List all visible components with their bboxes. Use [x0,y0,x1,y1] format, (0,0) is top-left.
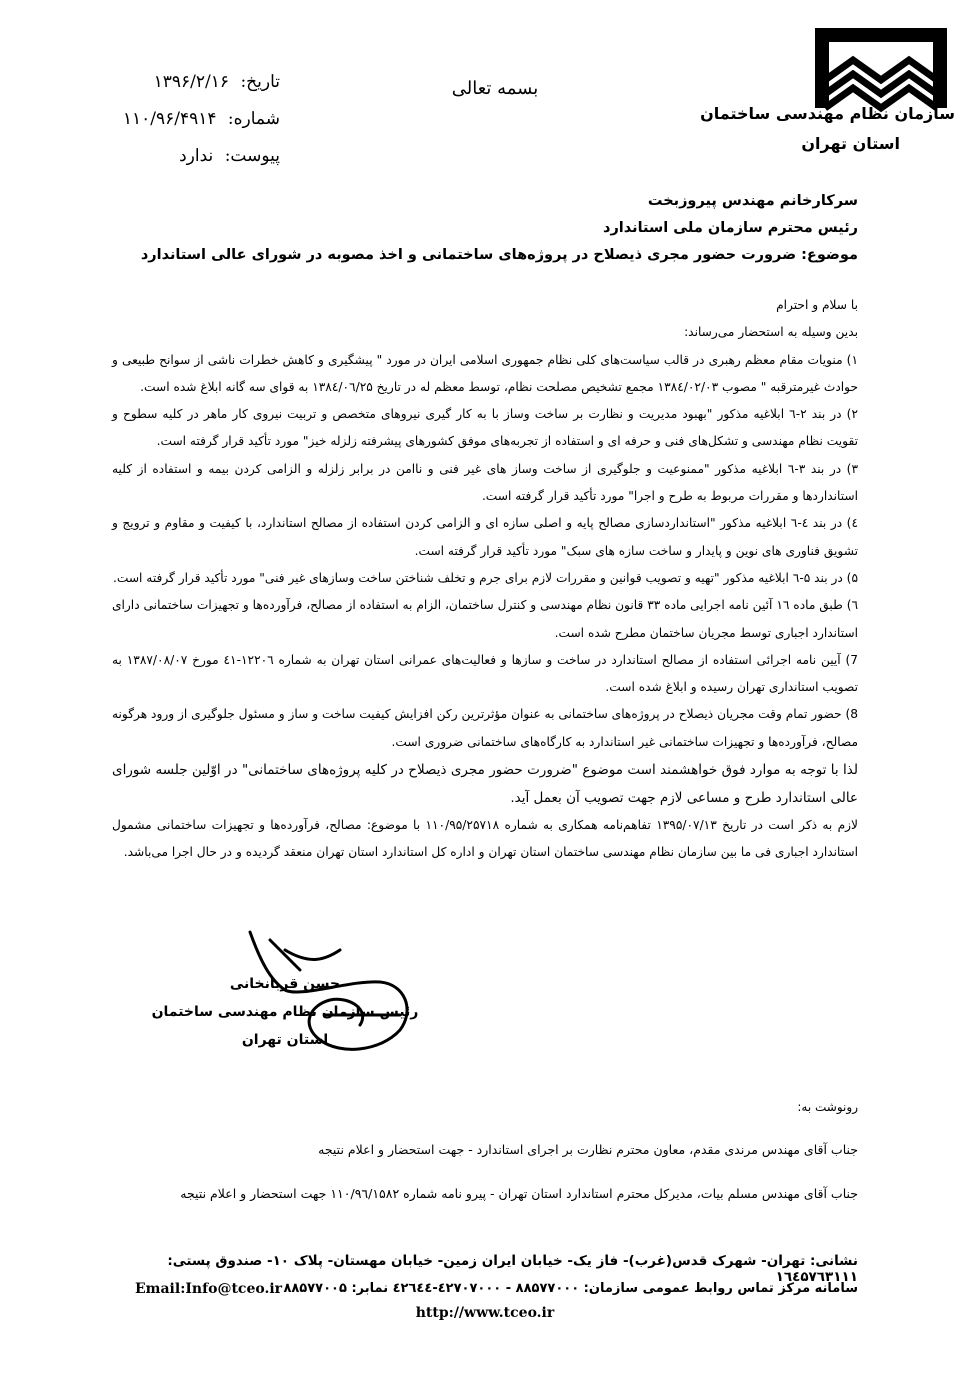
addressee-name: سرکارخانم مهندس پیروزبخت [647,193,858,209]
signer-title: رئیس سازمان نظام مهندسی ساختمان [151,1004,419,1020]
list-item: ٦) طبق ماده ۱٦ آئین نامه اجرایی ماده ۳۳ قانون نظام مهندسی و کنترل ساختمان، الزام به استفاده از مصالح، فرآورده‌ها و تجهیزات ساختمانی دارای استاندارد اجباری توسط مجریان ساختمان مطرح شده است. [112,598,858,640]
addressee-block [120,188,858,269]
intro: بدین وسیله به استحضار می‌رساند: [684,325,858,340]
signer-name: حسن قربانخانی [229,976,341,992]
attachment-value: ندارد [179,146,214,166]
date-row [60,64,280,101]
footer-email[interactable]: Email:Info@tceo.ir [135,1281,283,1297]
list-item: 7) آیین نامه اجرائی استفاده از مصالح استاندارد در ساخت و سازها و فعالیت‌های عمرانی استان تهران به شماره ۱۲۲۰٦-٤۱ مورخ ۱۳۸۷/۰۸/۰۷ به تصویب استانداری تهران رسیده و ابلاغ شده است. [112,652,858,695]
letter-meta [60,64,280,175]
attachment-label: پیوست: [224,146,280,166]
note: لازم به ذکر است در تاریخ ۱۳۹۵/۰۷/۱۳ تفاهم‌نامه همکاری به شماره ۱۱۰/۹۵/۲۵۷۱۸ با موضوع: مصالح، فرآورده‌ها و تجهیزات ساختمانی مشمول استاندارد اجباری فی ما بین سازمان نظام مهندسی ساختمان استان تهران و اداره کل استاندارد استان تهران منعقد گردیده و در حال اجرا می‌باشد. [112,818,859,860]
list-item: 8) حضور تمام وقت مجریان ذیصلاح در پروژه‌های ساختمانی به عنوان مؤثرترین رکن افزایش کیفیت ساخت و ساز و مسئول جلوگیری از ورود هرگونه مصالح، فرآورده‌ها و تجهیزات ساختمانی غیر استاندارد به کارگاه‌های ساختمانی ضروری است. [112,707,858,749]
date-label: تاریخ: [240,72,280,92]
bismillah-heading: بسمه تعالی [451,78,539,99]
conclusion: لذا با توجه به موارد فوق خواهشمند است موضوع "ضرورت حضور مجری ذیصلاح در کلیه پروژه‌های ساختمانی" در اوّلین جلسه شورای عالی استاندارد طرح و مساعی لازم جهت تصویب آن بعمل آید. [112,762,858,807]
list-item: ۲) در بند ۲-٦ ابلاغیه مذکور "بهبود مدیریت و نظارت بر ساخت وساز با به کار گیری نیروهای متخصص و تربیت نیروی کار ماهر در کلیه سطوح و تقویت نظام مهندسی و تشکل‌های فنی و حرفه ای و استفاده از تجربه‌های موفق کشورهای پیشرفته زلزله خیز" مورد تأکید قرار گرفته است. [112,407,858,449]
greeting: با سلام و احترام [776,298,858,312]
signer-province: استان تهران [241,1032,329,1048]
number-row [60,101,280,138]
addressee-title: رئیس محترم سازمان ملی استاندارد [603,220,858,236]
list-item: ٤) در بند ٤-٦ ابلاغیه مذکور "استانداردسازی مصالح پایه و اصلی سازه ای و الزامی کردن استفاده از مصالح استاندارد، با کیفیت و مقاوم و ترویج و تشویق فناوری های نوین و پایدار و ساخت سازه های سبک" مورد تأکید قرار گرفته است. [112,516,858,558]
cc-label: رونوشت به: [797,1100,858,1114]
letter-subject: موضوع: ضرورت حضور مجری ذیصلاح در پروژه‌های ساختمانی و اخذ مصوبه در شورای عالی استاندارد [140,247,858,263]
signature-block [150,970,420,1054]
footer-phones: سامانه مرکز تماس روابط عمومی سازمان: ۸۸۵۷۷۰۰۰ - ٤۲۷۰۷۰۰۰-٤۲٦٤٤ نمابر: ۸۸۵۷۷۰۰۵ [283,1281,858,1296]
attachment-row [60,138,280,175]
org-province: استان تهران [801,134,900,153]
cc-recipient: جناب آقای مهندس مرندی مقدم، معاون محترم نظارت بر اجرای استاندارد - جهت استحضار و اعلام نتیجه [318,1142,858,1157]
list-item: ۳) در بند ۳-٦ ابلاغیه مذکور "ممنوعیت و جلوگیری از ساخت وساز های غیر فنی و ناامن در برابر زلزله و الزامی کردن بیمه و استفاده از کلیه استانداردها و مقررات مربوط به طرح و اجرا" مورد تأکید قرار گرفته است. [112,461,858,504]
date-value: ۱۳۹۶/۲/۱۶ [153,72,230,92]
letter-body [112,292,858,867]
footer-address: نشانی: تهران- شهرک قدس(غرب)- فاز یک- خیابان ایران زمین- خیابان مهستان- پلاک ۱۰- صندوق پستی: ۱٦٤۵۷٦۳۱۱۱ [167,1253,858,1285]
footer-website[interactable]: http://www.tceo.ir [415,1305,555,1321]
number-label: شماره: [227,109,280,129]
list-item: ۱) منویات مقام معظم رهبری در قالب سیاست‌های کلی نظام جمهوری اسلامی ایران در مورد " پیشگیری و کاهش خطرات ناشی از سوانح طبیعی و حوادث غیرمترقبه " مصوب ۱۳۸٤/۰۲/۰۳ مجمع تشخیص مصلحت نظام، توسط معظم له در تاریخ ۱۳۸٤/۰٦/۲۵ به قوای سه گانه ابلاغ شده است. [112,352,858,394]
list-item: ۵) در بند ۵-٦ ابلاغیه مذکور "تهیه و تصویب قوانین و مقررات لازم برای جرم و تخلف شناختن ساخت وسازهای غیر فنی" مورد تأکید قرار گرفته است. [112,570,858,585]
org-name: سازمان نظام مهندسی ساختمان [700,104,955,123]
number-value: ۱۱۰/۹۶/۴۹۱۴ [122,109,217,129]
cc-recipient: جناب آقای مهندس مسلم بیات، مدیرکل محترم استاندارد استان تهران - پیرو نامه شماره ۱۱۰/۹٦/۱۵۸۲ جهت استحضار و اعلام نتیجه [180,1186,858,1201]
